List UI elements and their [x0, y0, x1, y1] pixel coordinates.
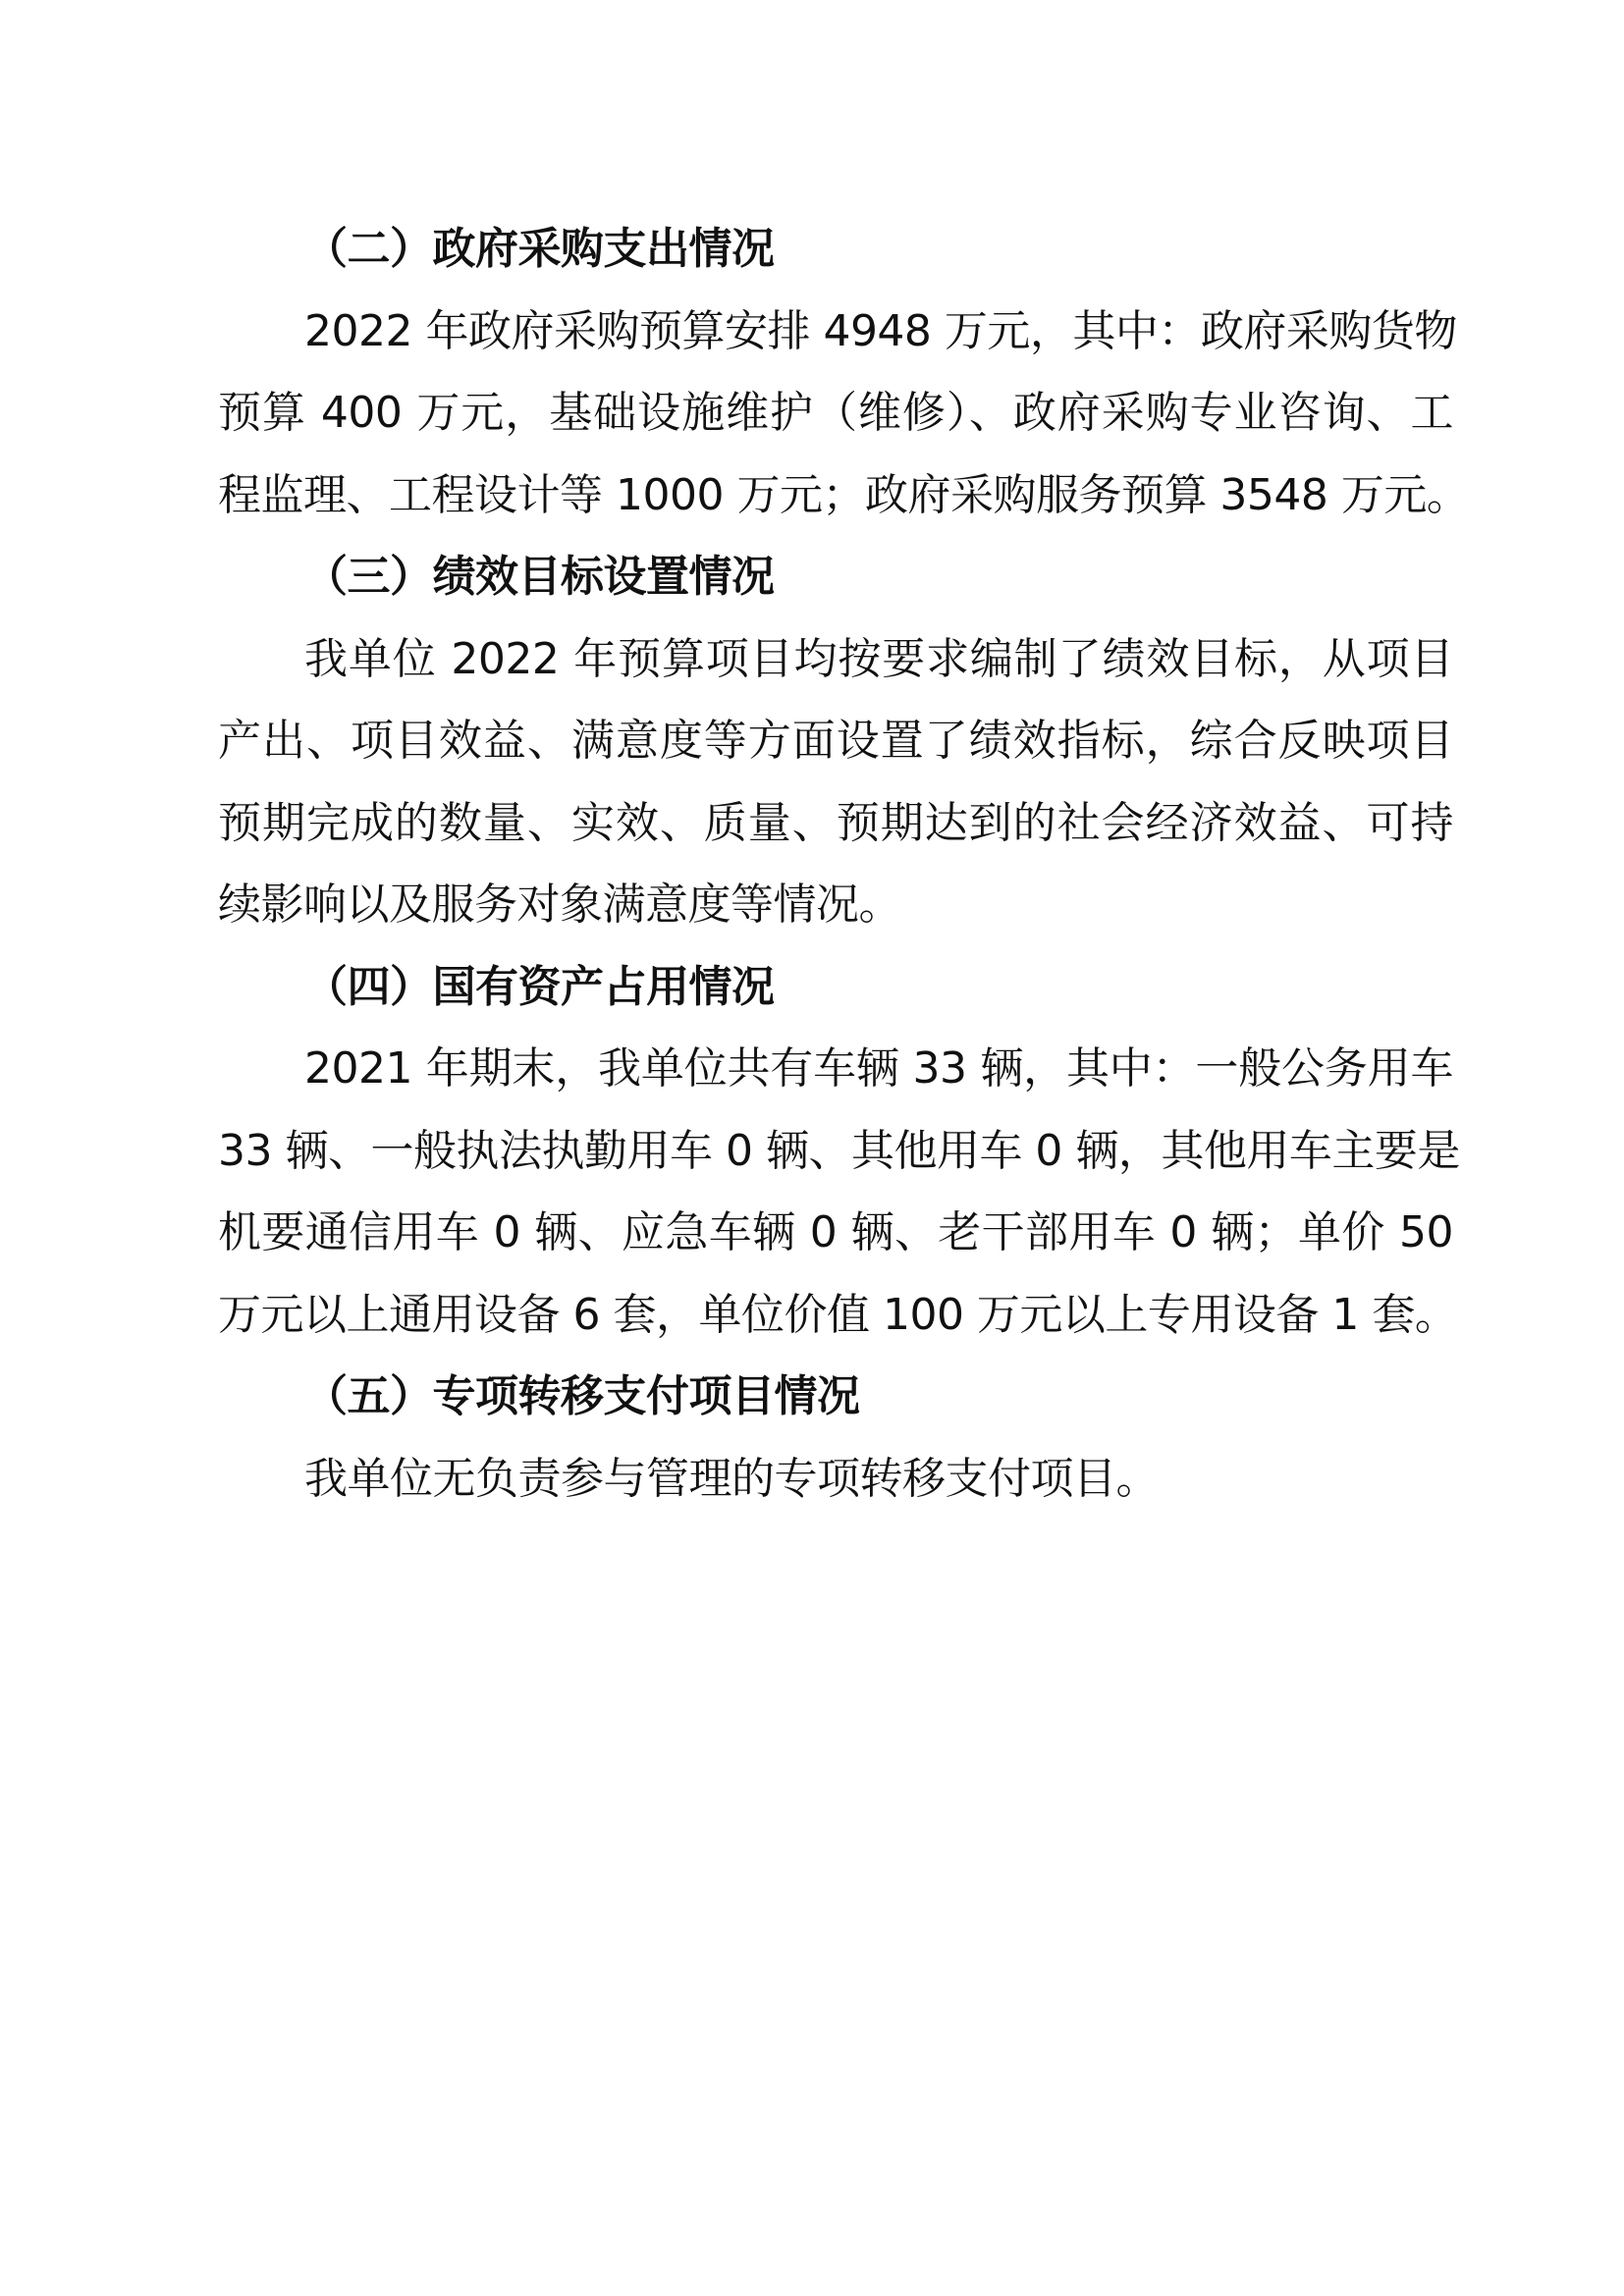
paragraph-line: 2021 年期末，我单位共有车辆 33 辆，其中：一般公务用车 — [304, 1043, 1453, 1094]
paragraph-line: 预算 400 万元，基础设施维护（维修）、政府采购专业咨询、工 — [218, 388, 1453, 438]
document-body — [218, 208, 1470, 1520]
paragraph-line: 我单位 2022 年预算项目均按要求编制了绩效目标，从项目 — [304, 633, 1453, 684]
paragraph-line: 续影响以及服务对象满意度等情况。 — [218, 880, 901, 930]
paragraph-line: 程监理、工程设计等 1000 万元；政府采购服务预算 3548 万元。 — [218, 469, 1470, 520]
paragraph-line: 2022 年政府采购预算安排 4948 万元，其中：政府采购货物 — [304, 305, 1457, 356]
paragraph-line: 机要通信用车 0 辆、应急车辆 0 辆、老干部用车 0 辆；单价 50 — [218, 1207, 1453, 1257]
paragraph-line: 产出、项目效益、满意度等方面设置了绩效指标，综合反映项目 — [218, 716, 1453, 766]
section-heading-procurement: （二）政府采购支出情况 — [304, 224, 775, 274]
paragraph-line: 33 辆、一般执法执勤用车 0 辆、其他用车 0 辆，其他用车主要是 — [218, 1125, 1460, 1176]
section-heading-transfer-payments: （五）专项转移支付项目情况 — [304, 1371, 860, 1421]
section-heading-performance: （三）绩效目标设置情况 — [304, 552, 775, 602]
paragraph-line: 预期完成的数量、实效、质量、预期达到的社会经济效益、可持 — [218, 797, 1453, 848]
paragraph-line: 我单位无负责参与管理的专项转移支付项目。 — [304, 1453, 1159, 1504]
paragraph-line: 万元以上通用设备 6 套，单位价值 100 万元以上专用设备 1 套。 — [218, 1289, 1458, 1340]
section-heading-assets: （四）国有资产占用情况 — [304, 961, 775, 1012]
